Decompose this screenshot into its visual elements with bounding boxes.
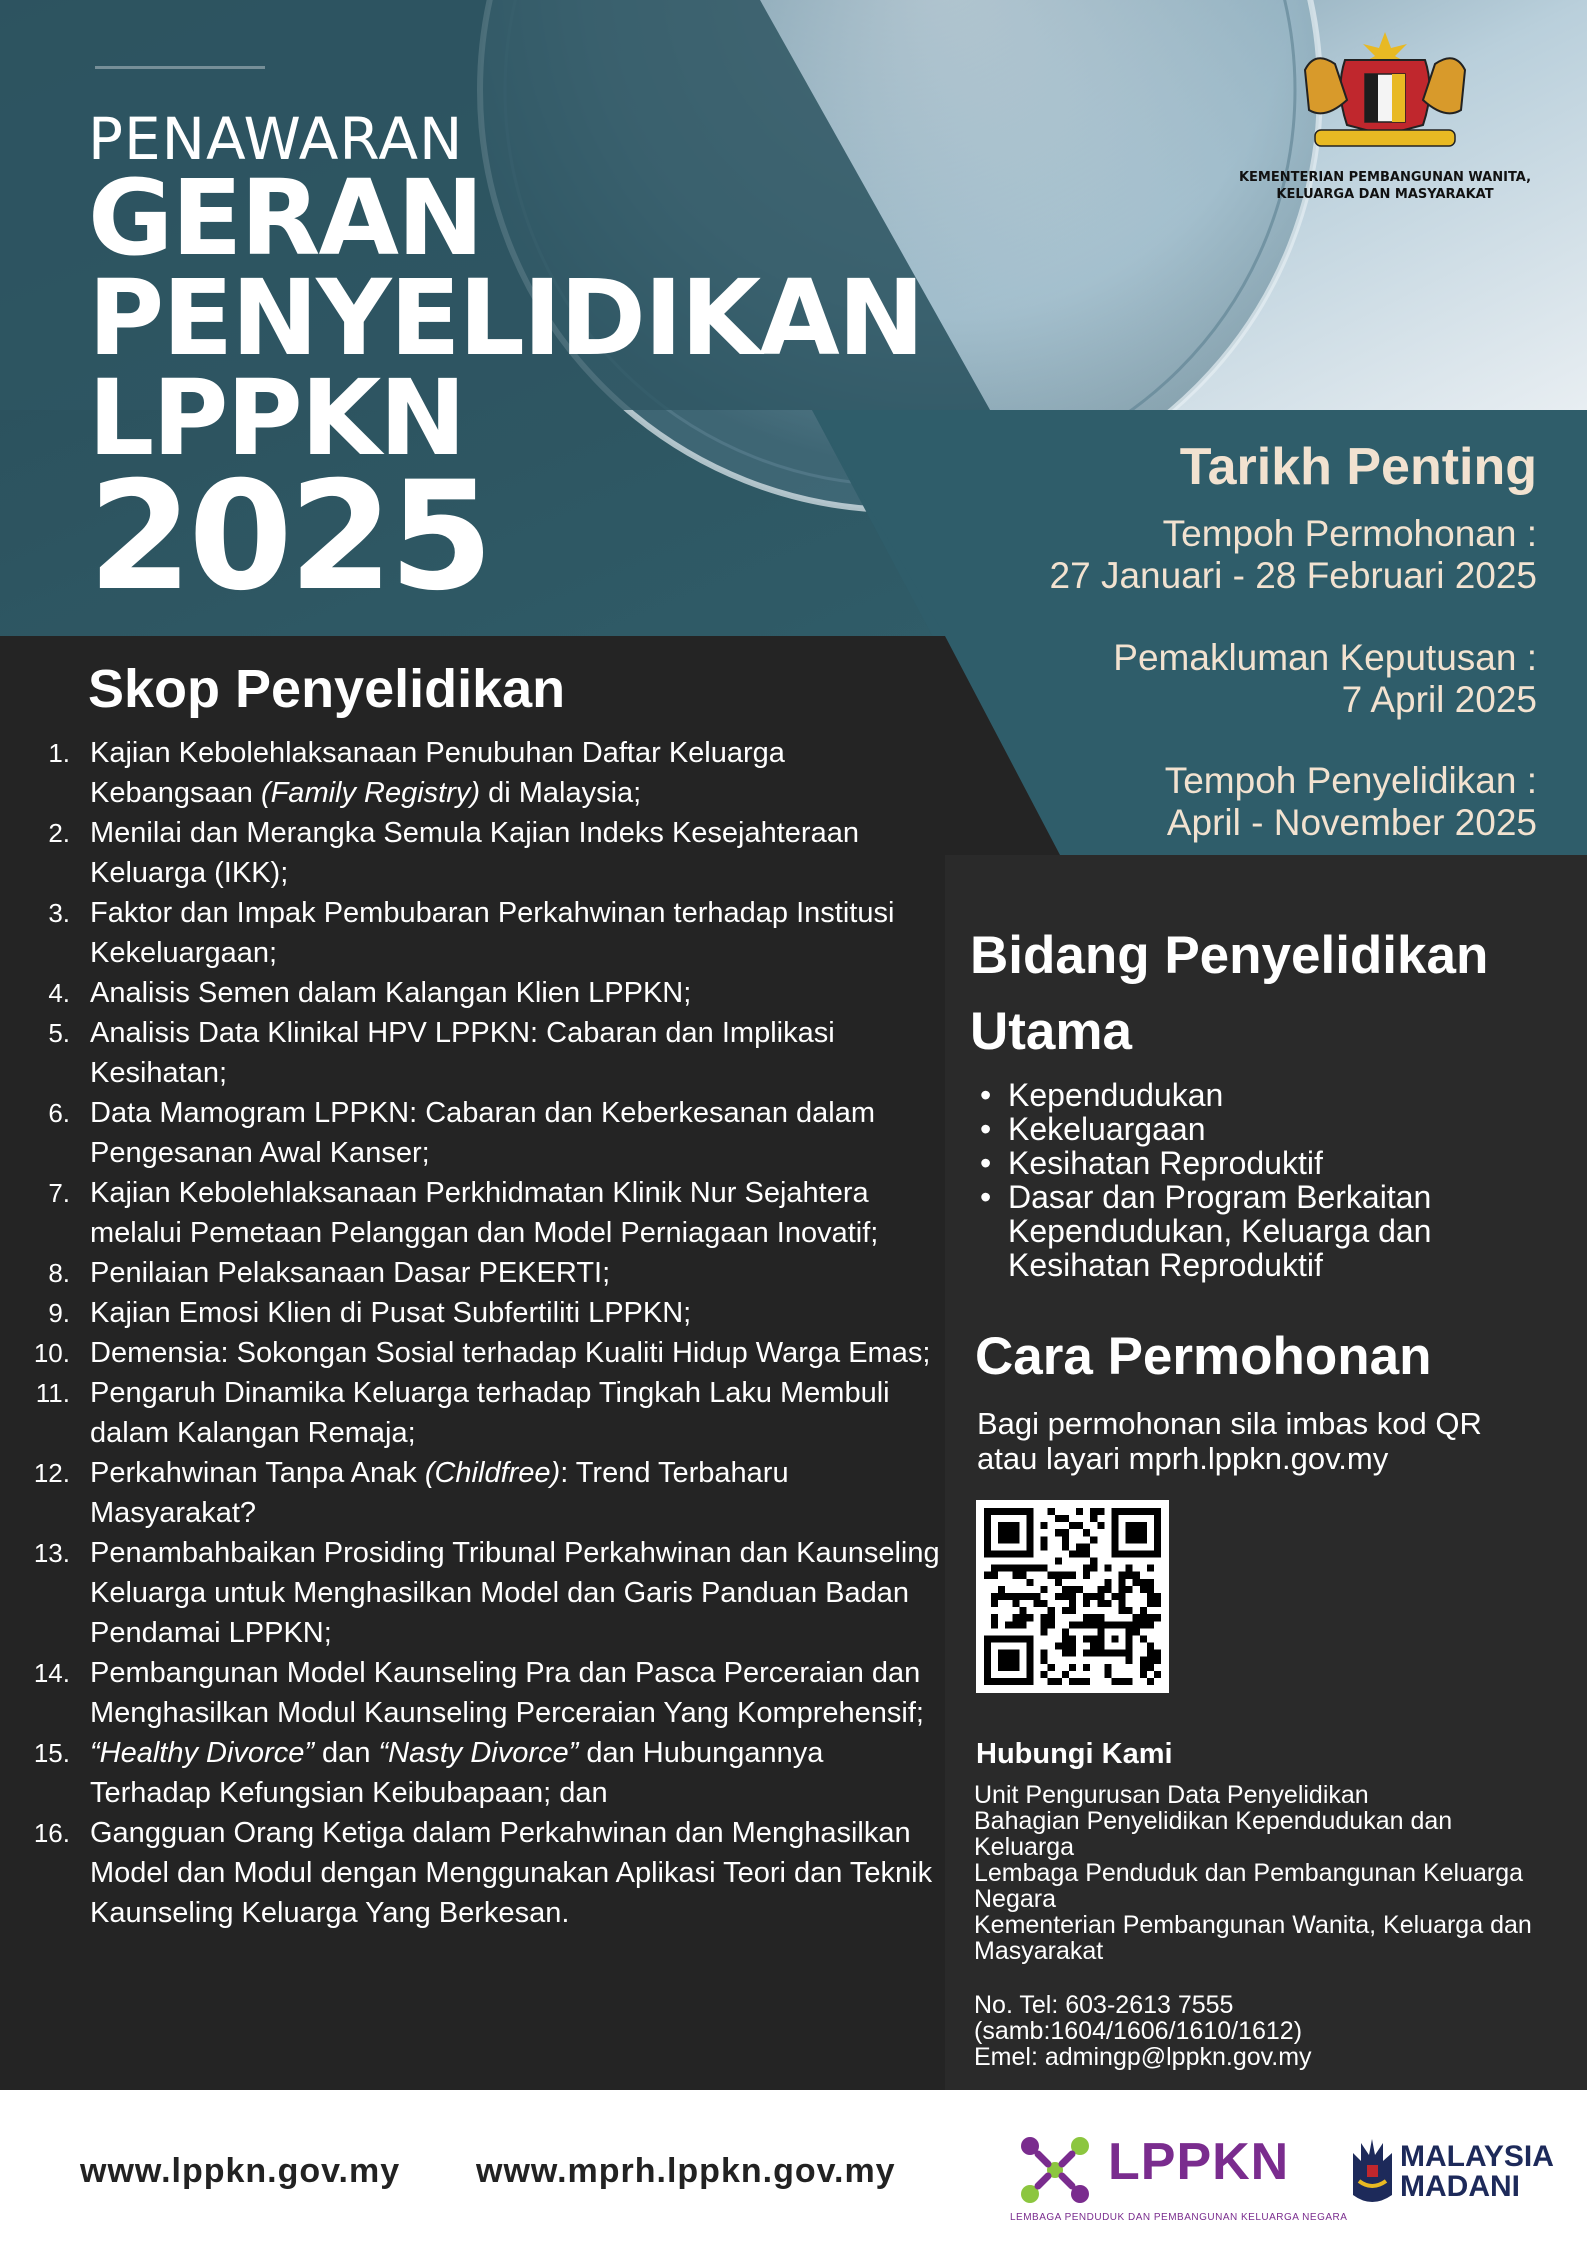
list-item (30, 813, 945, 893)
tarikh-value: 7 April 2025 (1341, 679, 1537, 720)
list-item (30, 973, 945, 1013)
tarikh-value: 27 Januari - 28 Februari 2025 (1049, 555, 1537, 596)
list-item-text: Faktor dan Impak Pembubaran Perkahwinan terhadap Institusi Kekeluargaan; (90, 897, 895, 969)
title-year: 2025 (88, 450, 490, 624)
cara-text: Bagi permohonan sila imbas kod QR atau layari mprh.lppkn.gov.my (977, 1406, 1482, 1476)
phone-number: No. Tel: 603-2613 7555 (974, 1991, 1234, 2019)
top-rule (95, 66, 265, 69)
list-item (30, 1373, 945, 1453)
list-item-number: 1. (48, 738, 70, 768)
lppkn-logo-icon (1010, 2130, 1100, 2210)
list-item (30, 1173, 945, 1253)
hubungi-title: Hubungi Kami (976, 1738, 1173, 1770)
tarikh-label: Tempoh Penyelidikan : (1164, 760, 1537, 801)
list-item: • Kependudukan (980, 1078, 1540, 1112)
list-item-number: 12. (33, 1458, 70, 1488)
list-item (30, 1653, 945, 1733)
list-item (30, 1453, 945, 1533)
list-item-number: 9. (48, 1298, 70, 1328)
list-item (30, 893, 945, 973)
list-item-text: Penilaian Pelaksanaan Dasar PEKERTI; (90, 1257, 611, 1289)
malaysia-madani-wordmark (1400, 2142, 1554, 2202)
mprh-website-link[interactable]: www.mprh.lppkn.gov.my (476, 2152, 896, 2190)
list-item-number: 14. (33, 1658, 70, 1688)
list-item (30, 1333, 945, 1373)
list-item-number: 3. (48, 898, 70, 928)
title-line-3: LPPKN (88, 357, 465, 479)
list-item-text: Analisis Data Klinikal HPV LPPKN: Cabaran dan Implikasi Kesihatan; (90, 1017, 835, 1089)
list-item-number: 5. (48, 1018, 70, 1048)
address-line: Lembaga Penduduk dan Pembangunan Keluarga Negara (974, 1859, 1524, 1913)
list-item-number: 6. (48, 1098, 70, 1128)
list-item-text: Pembangunan Model Kaunseling Pra dan Pasca Perceraian dan Menghasilkan Modul Kaunseling Perceraian Yang Komprehensif; (90, 1657, 924, 1729)
list-item-emphasis: (Family Registry) (260, 777, 481, 809)
list-item (30, 1813, 945, 1933)
list-item-text-after: dan “Nasty Divorce” dan Hubungannya Terhadap Kefungsian Keibubapaan; dan (90, 1737, 824, 1809)
cara-title: Cara Permohonan (975, 1327, 1432, 1386)
list-item-text-after: di Malaysia; (480, 777, 642, 809)
skop-list (30, 733, 945, 1933)
list-item-text: Perkahwinan Tanpa Anak (90, 1457, 425, 1489)
ministry-line-2: KELUARGA DAN MASYARAKAT (1276, 186, 1494, 202)
list-item-text: Penambahbaikan Prosiding Tribunal Perkahwinan dan Kaunseling Keluarga untuk Menghasilkan Model dan Garis Panduan Badan Pendamai LPPKN; (90, 1537, 940, 1649)
list-item-text: Data Mamogram LPPKN: Cabaran dan Keberkesanan dalam Pengesanan Awal Kanser; (90, 1097, 876, 1169)
list-item-number: 4. (48, 978, 70, 1008)
hubungi-contact (974, 1992, 1554, 2070)
list-item-number: 13. (33, 1538, 70, 1568)
list-item (30, 1533, 945, 1653)
bidang-title: Bidang Penyelidikan Utama (970, 926, 1489, 1061)
tarikh-item-penyelidikan (1165, 760, 1537, 844)
lppkn-fullname: LEMBAGA PENDUDUK DAN PEMBANGUNAN KELUARGA NEGARA (1010, 2212, 1348, 2223)
list-item-number: 8. (48, 1258, 70, 1288)
title-line-2: PENYELIDIKAN (88, 257, 923, 379)
madani-line-1: MALAYSIA (1400, 2140, 1554, 2173)
malaysia-crest-icon (1285, 30, 1485, 160)
phone-extensions: (samb:1604/1606/1610/1612) (974, 2017, 1303, 2045)
malaysia-madani-icon (1345, 2135, 1400, 2210)
list-item-emphasis: “Healthy Divorce” (90, 1737, 314, 1769)
list-item: • Kekeluargaan (980, 1112, 1540, 1146)
lppkn-wordmark: LPPKN (1108, 2133, 1290, 2191)
list-item (30, 733, 945, 813)
list-item (30, 1253, 945, 1293)
tarikh-label: Tempoh Permohonan : (1162, 513, 1537, 554)
ministry-line-1: KEMENTERIAN PEMBANGUNAN WANITA, (1238, 170, 1532, 185)
list-item-text: Kajian Kebolehlaksanaan Penubuhan Daftar Keluarga Kebangsaan (90, 737, 785, 809)
list-item: • Dasar dan Program Berkaitan Kependudukan, Keluarga dan Kesihatan Reproduktif (980, 1180, 1540, 1282)
tarikh-item-keputusan (1113, 637, 1537, 721)
list-item-emphasis: (Childfree) (424, 1457, 561, 1489)
list-item-text: Kajian Kebolehlaksanaan Perkhidmatan Klinik Nur Sejahtera melalui Pemetaan Pelanggan dan Model Perniagaan Inovatif; (90, 1177, 879, 1249)
skop-title: Skop Penyelidikan (88, 659, 566, 719)
address-line: Bahagian Penyelidikan Kependudukan dan Keluarga (974, 1807, 1453, 1861)
tarikh-label: Pemakluman Keputusan : (1113, 637, 1537, 678)
tarikh-item-permohonan (1050, 513, 1537, 597)
address-line: Unit Pengurusan Data Penyelidikan (974, 1781, 1369, 1809)
list-item-number: 15. (33, 1738, 70, 1768)
madani-line-2: MADANI (1400, 2170, 1520, 2203)
hubungi-address (974, 1782, 1554, 1964)
list-item-number: 7. (48, 1178, 70, 1208)
list-item-number: 2. (48, 818, 70, 848)
email-link[interactable]: Emel: admingp@lppkn.gov.my (974, 2043, 1312, 2071)
list-item-text-after: : Trend Terbaharu Masyarakat? (90, 1457, 789, 1529)
list-item-text: Demensia: Sokongan Sosial terhadap Kualiti Hidup Warga Emas; (90, 1337, 931, 1369)
tarikh-penting-title: Tarikh Penting (1179, 438, 1537, 496)
ministry-name (1230, 170, 1540, 204)
list-item-text: Gangguan Orang Ketiga dalam Perkahwinan dan Menghasilkan Model dan Modul dengan Menggunakan Aplikasi Teori dan Teknik Kaunseling Keluarga Yang Berkesan. (90, 1817, 933, 1929)
list-item-text: Kajian Emosi Klien di Pusat Subfertiliti LPPKN; (90, 1297, 692, 1329)
list-item-number: 16. (33, 1818, 70, 1848)
list-item: • Kesihatan Reproduktif (980, 1146, 1540, 1180)
title-pretitle: PENAWARAN (88, 105, 464, 173)
qr-code[interactable] (976, 1500, 1169, 1693)
list-item (30, 1013, 945, 1093)
title-line-1: GERAN (88, 157, 483, 279)
list-item (30, 1093, 945, 1173)
address-line: Kementerian Pembangunan Wanita, Keluarga dan Masyarakat (974, 1911, 1532, 1965)
list-item (30, 1733, 945, 1813)
list-item (30, 1293, 945, 1333)
list-item-number: 10. (33, 1338, 70, 1368)
list-item-text: Pengaruh Dinamika Keluarga terhadap Tingkah Laku Membuli dalam Kalangan Remaja; (90, 1377, 890, 1449)
list-item-text: Analisis Semen dalam Kalangan Klien LPPKN; (90, 977, 692, 1009)
tarikh-value: April - November 2025 (1166, 802, 1537, 843)
lppkn-website-link[interactable]: www.lppkn.gov.my (80, 2152, 401, 2190)
list-item-number: 11. (35, 1378, 70, 1408)
bidang-list (980, 1078, 1540, 1282)
list-item-text: Menilai dan Merangka Semula Kajian Indeks Kesejahteraan Keluarga (IKK); (90, 817, 859, 889)
